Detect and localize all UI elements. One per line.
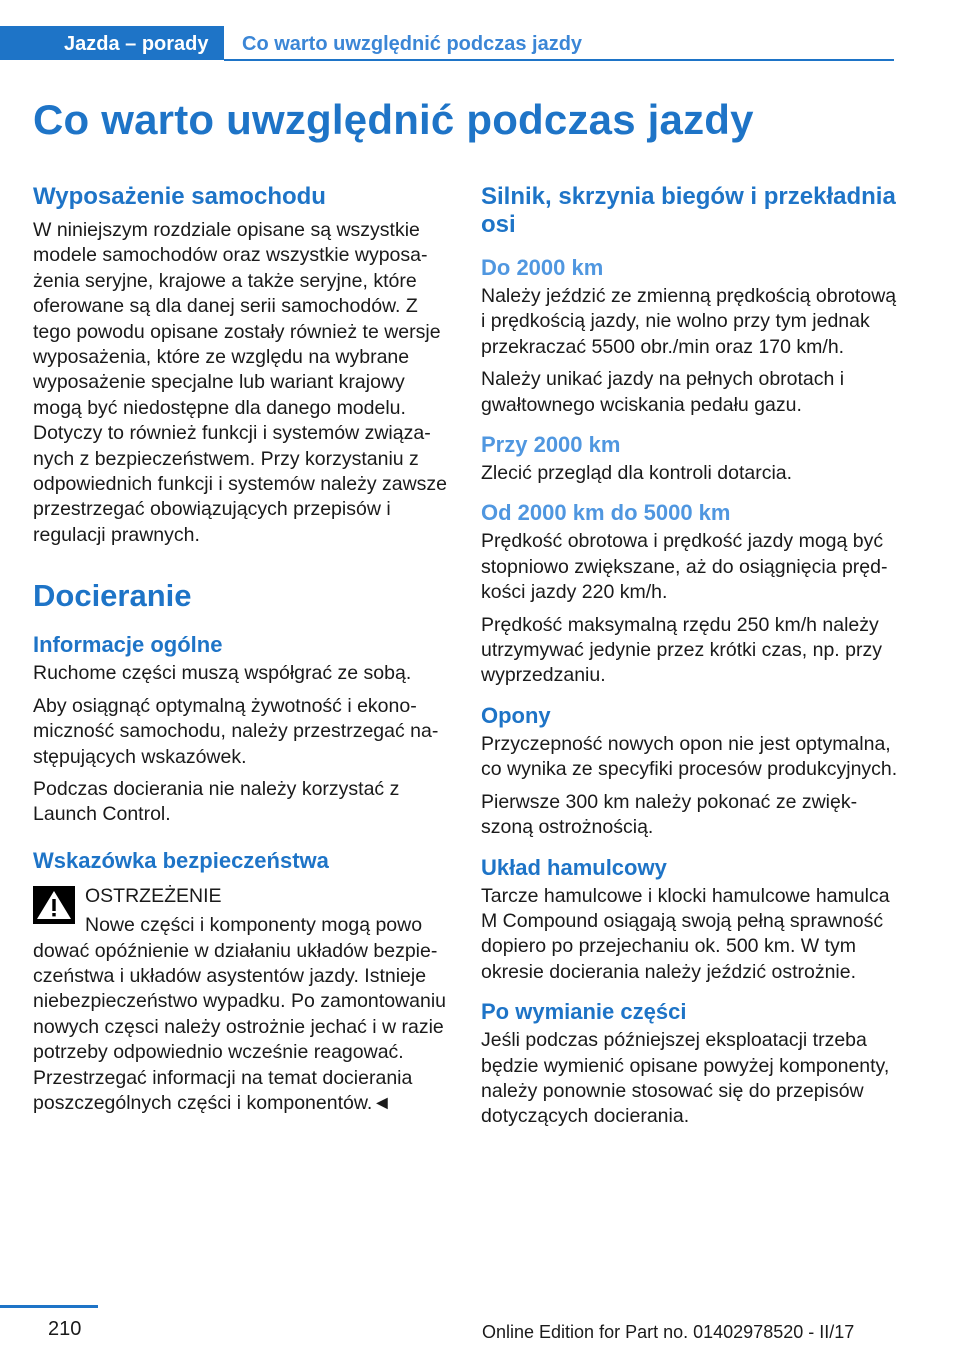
to-2000-p2: Należy unikać jazdy na pełnych obrotach i gwałtownego wciskania pedału gazu. (481, 368, 845, 416)
to-2000-p1: Należy jeździć ze zmienną prędkością obrotową i prędkością jazdy, nie wolno przy tym jednak przekraczać 5500 obr./min oraz 170 km/h. (481, 285, 897, 358)
parts-replacement-p1: Jeśli podczas późniejszej eksploatacji trzeba będzie wymienić opisane powyżej komponenty, należy ponownie stosować się do przepisów dotyczących docierania. (481, 1029, 890, 1128)
left-column (33, 183, 451, 1116)
page-title: Co warto uwzględnić podczas jazdy (33, 96, 754, 143)
footer-divider (0, 1305, 98, 1308)
right-column (481, 183, 899, 1137)
general-info-p1: Ruchome części muszą współgrać ze sobą. (33, 662, 412, 685)
to-2000-heading: Do 2000 km (481, 255, 604, 280)
section-tab[interactable]: Jazda – porady (0, 26, 224, 60)
general-info-p2: Aby osiągnąć optymalną żywotność i ekonomiczność samochodu, należy przestrzegać następujących wskazówek. (33, 694, 439, 768)
header-divider (224, 59, 894, 61)
general-info-heading: Informacje ogólne (33, 632, 223, 658)
engine-heading: Silnik, skrzynia biegów i przekładnia osi (481, 183, 896, 238)
warning-label: OSTRZEŻENIE (85, 884, 222, 907)
general-info-p3: Podczas docierania nie należy korzystać z Launch Control. (33, 777, 400, 826)
from-2000-p2: Prędkość maksymalną rzędu 250 km/h należy utrzymywać jedynie przez krótki czas, np. przy wyprzedzaniu. (481, 613, 882, 687)
breadcrumb[interactable]: Co warto uwzględnić podczas jazdy (242, 33, 583, 55)
brakes-heading: Układ hamulcowy (481, 854, 667, 880)
edition-info: Online Edition for Part no. 01402978520 - II/17 (482, 1322, 855, 1342)
equipment-text: W niniejszym rozdziale opisane są wszystkie modele samochodów oraz wszystkie wyposażenia seryjne, krajowe a także seryjne, które oferowane są dla danej serii samochodów. Z tego powodu opisane zostały również te wersje wyposażenia, które ze względu na wybrane wyposażenie specjalne lub wariant krajowy mogą być niedostępne dla danego modelu. Dotyczy to również funkcji i systemów związanych z bezpieczeństwem. Przy korzystaniu z odpowiednich funkcji i systemów należy zawsze przestrzegać obowiązujących przepisów i regulacji prawnych. (33, 219, 448, 546)
tyres-p1: Przyczepność nowych opon nie jest optymalna, co wynika ze specyfiki procesów produkcyjnych. (481, 732, 898, 781)
from-2000-p1: Prędkość obrotowa i prędkość jazdy mogą być stopniowo zwiększane, aż do osiągnięcia prędkości jazdy 220 km/h. (481, 530, 888, 604)
parts-replacement-heading: Po wymianie części (481, 999, 687, 1025)
at-2000-heading: Przy 2000 km (481, 432, 621, 458)
page-header (0, 26, 960, 62)
break-in-heading: Docieranie (33, 578, 192, 614)
tyres-heading: Opony (481, 702, 551, 728)
brakes-p1: Tarcze hamulcowe i klocki hamulcowe hamulca M Compound osiągają swoją pełną sprawność dopiero po przejechaniu ok. 500 km. W tym okresie docierania należy jeździć ostrożnie. (481, 884, 890, 983)
at-2000-p1: Zlecić przegląd dla kontroli dotarcia. (481, 462, 793, 485)
warning-text: dować opóźnienie w działaniu układów bezpieczeństwa i układów asystentów jazdy. Istnieje niebezpieczeństwo wypadku. Po zamontowaniu nowych częsci należy ostrożnie jechać i w razie potrzeby odpowiednio wcześnie reagować. Przestrzegać informacji na temat docierania poszczególnych części i komponentów.◄ (33, 939, 446, 1114)
safety-note-heading: Wskazówka bezpieczeństwa (33, 847, 329, 873)
warning-line-1: Nowe części i komponenty mogą powo (85, 914, 423, 937)
equipment-heading: Wyposażenie samochodu (33, 183, 326, 210)
warning-block (33, 884, 451, 1117)
tyres-p2: Pierwsze 300 km należy pokonać ze zwiększoną ostrożnością. (481, 790, 858, 839)
warning-triangle-icon (33, 886, 75, 924)
from-2000-heading: Od 2000 km do 5000 km (481, 500, 731, 526)
page-number: 210 (48, 1318, 82, 1340)
